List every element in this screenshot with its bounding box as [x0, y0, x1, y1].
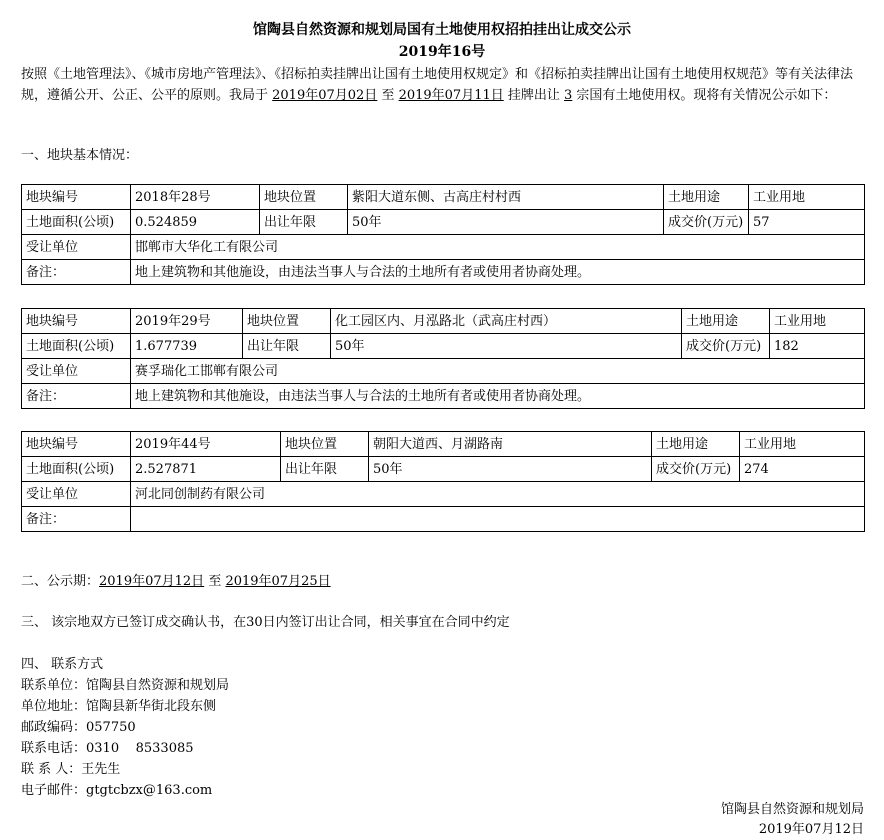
- parcel-table-1: [21, 184, 865, 285]
- notice-title: 馆陶县自然资源和规划局国有土地使用权招拍挂出让成交公示: [253, 22, 631, 38]
- area-label: 土地面积(公顷): [22, 210, 131, 235]
- table-row: [22, 334, 865, 359]
- location-label: 地块位置: [243, 309, 331, 334]
- table-row: [22, 210, 865, 235]
- term-value: 50年: [369, 457, 652, 482]
- table-row: [22, 359, 865, 384]
- intro-text-2: 至: [377, 88, 399, 103]
- use-value: 工业用地: [770, 309, 865, 334]
- section1-title: 一、地块基本情况：: [21, 148, 139, 163]
- intro-text-1: 按照《土地管理法》、《城市房地产管理法》、《招标拍卖挂牌出让国有土地使用权规定》和《招标拍卖挂牌出让国有土地使用权规范》等有关法律法规，遵循公开、公正、公平的原则。我局于: [21, 67, 854, 103]
- term-value: 50年: [331, 334, 682, 359]
- price-value: 182: [770, 334, 865, 359]
- use-label: 土地用途: [682, 309, 770, 334]
- intro-text-4: 宗国有土地使用权。现将有关情况公示如下：: [572, 88, 837, 103]
- use-value: 工业用地: [749, 185, 865, 210]
- assignee-value: 邯郸市大华化工有限公司: [131, 235, 865, 260]
- price-value: 274: [740, 457, 865, 482]
- area-value: 1.677739: [131, 334, 243, 359]
- section2-mid: 至: [204, 574, 226, 589]
- intro-paragraph: [21, 64, 866, 106]
- assignee-label: 受让单位: [22, 482, 131, 507]
- intro-text-3: 挂牌出让: [503, 88, 565, 103]
- location-label: 地块位置: [260, 185, 348, 210]
- remarks-label: 备注：: [22, 507, 131, 532]
- table-row: [22, 185, 865, 210]
- area-label: 土地面积(公顷): [22, 334, 131, 359]
- listing-start-date: 2019年07月02日: [272, 88, 378, 103]
- table-row: [22, 507, 865, 532]
- plot-no-value: 2019年29号: [131, 309, 243, 334]
- remarks-label: 备注：: [22, 384, 131, 409]
- contact-title: 四、 联系方式: [21, 657, 104, 672]
- contact-email: 电子邮件：gtgtcbzx@163.com: [21, 783, 213, 798]
- signature-org: 馆陶县自然资源和规划局: [720, 802, 864, 817]
- table-row: [22, 260, 865, 285]
- section2-prefix: 二、公示期：: [21, 574, 100, 589]
- signature-date: 2019年07月12日: [758, 822, 864, 837]
- plot-no-label: 地块编号: [22, 185, 131, 210]
- contact-postcode: 邮政编码：057750: [21, 720, 136, 735]
- term-value: 50年: [348, 210, 664, 235]
- location-value: 朝阳大道西、月湖路南: [369, 432, 652, 457]
- table-row: [22, 309, 865, 334]
- location-label: 地块位置: [281, 432, 369, 457]
- area-value: 2.527871: [131, 457, 281, 482]
- use-label: 土地用途: [664, 185, 749, 210]
- term-label: 出让年限: [281, 457, 369, 482]
- plot-no-label: 地块编号: [22, 432, 131, 457]
- price-label: 成交价(万元): [664, 210, 749, 235]
- publicity-start-date: 2019年07月12日: [99, 574, 205, 589]
- use-label: 土地用途: [652, 432, 740, 457]
- contact-section: [21, 654, 229, 801]
- term-label: 出让年限: [260, 210, 348, 235]
- use-value: 工业用地: [740, 432, 865, 457]
- area-label: 土地面积(公顷): [22, 457, 131, 482]
- assignee-label: 受让单位: [22, 235, 131, 260]
- table-row: [22, 235, 865, 260]
- remarks-value: 地上建筑物和其他施设，由违法当事人与合法的土地所有者或使用者协商处理。: [131, 384, 865, 409]
- assignee-label: 受让单位: [22, 359, 131, 384]
- parcel-count: 3: [564, 88, 573, 103]
- area-value: 0.524859: [131, 210, 260, 235]
- remarks-label: 备注：: [22, 260, 131, 285]
- plot-no-value: 2018年28号: [131, 185, 260, 210]
- assignee-value: 河北同创制药有限公司: [131, 482, 865, 507]
- table-row: [22, 457, 865, 482]
- table-row: [22, 432, 865, 457]
- term-label: 出让年限: [243, 334, 331, 359]
- location-value: 紫阳大道东侧、古高庄村村西: [348, 185, 664, 210]
- contact-unit: 联系单位：馆陶县自然资源和规划局: [21, 678, 230, 693]
- parcel-table-2: [21, 308, 865, 409]
- plot-no-value: 2019年44号: [131, 432, 281, 457]
- listing-end-date: 2019年07月11日: [398, 88, 504, 103]
- section2-publicity-period: [21, 571, 331, 592]
- parcel-table-3: [21, 431, 865, 532]
- table-row: [22, 482, 865, 507]
- notice-number: 2019年16号: [398, 44, 486, 60]
- price-label: 成交价(万元): [652, 457, 740, 482]
- table-row: [22, 384, 865, 409]
- location-value: 化工园区内、月泓路北（武高庄村西）: [331, 309, 682, 334]
- contact-person: 联 系 人：王先生: [21, 762, 121, 777]
- remarks-value: [131, 507, 865, 532]
- price-label: 成交价(万元): [682, 334, 770, 359]
- contact-phone: 联系电话：0310 8533085: [21, 741, 194, 756]
- publicity-end-date: 2019年07月25日: [225, 574, 331, 589]
- contact-address: 单位地址：馆陶县新华街北段东侧: [21, 699, 217, 714]
- assignee-value: 赛孚瑞化工邯郸有限公司: [131, 359, 865, 384]
- remarks-value: 地上建筑物和其他施设，由违法当事人与合法的土地所有者或使用者协商处理。: [131, 260, 865, 285]
- plot-no-label: 地块编号: [22, 309, 131, 334]
- section3-contract-note: 三、 该宗地双方已签订成交确认书，在30日内签订出让合同，相关事宜在合同中约定: [21, 615, 510, 630]
- price-value: 57: [749, 210, 865, 235]
